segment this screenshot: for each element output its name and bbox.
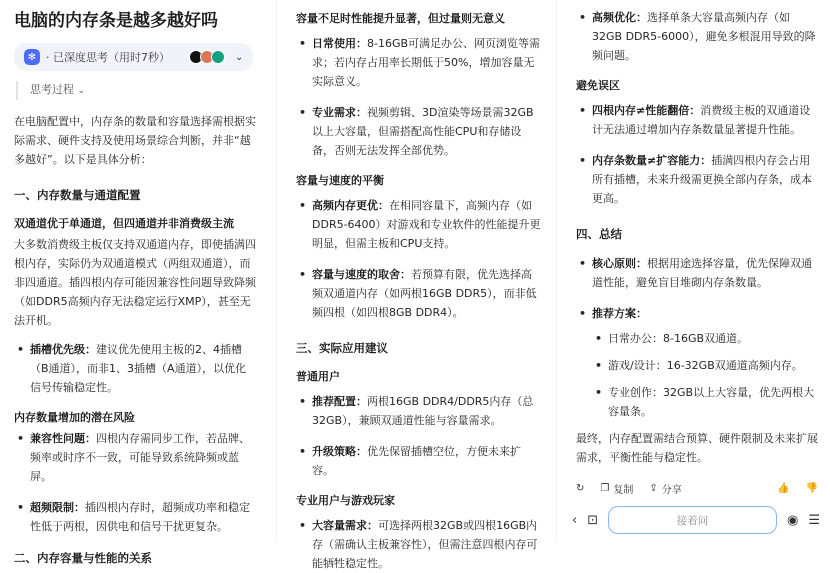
list-item: • 插槽优先级：建议优先使用主板的2、4插槽（B通道），而非1、3插槽（A通道），以优化信号传输稳定性。 [14, 340, 256, 397]
list-item: • 推荐方案： [576, 304, 818, 323]
bullet-list [14, 429, 256, 536]
thinking-process-label: 思考过程 [30, 83, 74, 96]
content-column-2 [282, 0, 554, 570]
list-item: • 高频内存更优：在相同容量下，高频内存（如DDR5-6400）对游戏和专业软件的性能提升更明显，但需主板和CPU支持。 [296, 196, 542, 253]
list-item: • 专业创作：32GB以上大容量，优先两根大容量条。 [592, 383, 818, 421]
subsection-heading: 容量不足时性能提升显著，但过量则无意义 [296, 12, 505, 25]
subsection-heading: 专业用户与游戏玩家 [296, 494, 395, 507]
section-heading: 三、实际应用建议 [296, 341, 388, 355]
content-column-1 [0, 0, 270, 565]
like-button[interactable] [777, 483, 789, 494]
list-item: • 高频优化：选择单条大容量高频内存（如32GB DDR5-6000），避免多根混用导致的降频问题。 [576, 8, 818, 65]
bullet-list [296, 392, 542, 480]
model-avatars [192, 50, 225, 64]
list-item: • 内存条数量≠扩容能力：插满四根内存会占用所有插槽，未来升级需更换全部内存条，成本更高。 [576, 151, 818, 208]
page-title: 电脑的内存条是越多越好吗 [14, 11, 218, 31]
list-item: • 日常办公：8-16GB双通道。 [592, 329, 818, 348]
dislike-button[interactable] [806, 483, 818, 494]
subsection-heading: 避免误区 [576, 79, 620, 92]
subsection-heading: 普通用户 [296, 370, 340, 383]
content-column-3 [562, 0, 830, 542]
list-item: • 推荐配置：两根16GB DDR4/DDR5内存（总32GB），兼顾双通道性能与容量需求。 [296, 392, 542, 430]
input-bar [562, 498, 830, 542]
chevron-down-icon: ⌄ [77, 86, 86, 96]
back-button[interactable]: ‹ [572, 512, 578, 528]
section-heading: 四、总结 [576, 227, 622, 241]
list-item: • 升级策略：优先保留插槽空位，方便未来扩容。 [296, 442, 542, 480]
list-item: • 日常使用：8-16GB可满足办公、网页浏览等需求；若内存占用率长期低于50%，增加容量无实际意义。 [296, 34, 542, 91]
column-divider [556, 0, 557, 542]
thinking-process-toggle[interactable] [16, 81, 256, 100]
refresh-icon: ↻ [576, 483, 585, 494]
voice-icon[interactable]: ◉ [787, 512, 799, 528]
column-divider [276, 0, 277, 542]
deepthink-icon: ✻ [24, 49, 40, 65]
list-item: • 专业需求：视频剪辑、3D渲染等场景需32GB以上大容量，但需搭配高性能CPU和存储设备，否则无法发挥全部优势。 [296, 103, 542, 160]
follow-up-input[interactable]: 接着问 [608, 506, 777, 534]
conclusion-paragraph: 最终，内存配置需结合预算、硬件限制及未来扩展需求，平衡性能与稳定性。 [576, 432, 818, 464]
model-avatar-icon [211, 50, 225, 64]
bullet-list [576, 8, 818, 65]
share-icon: ⇪ [649, 483, 658, 494]
intro-paragraph: 在电脑配置中，内存条的数量和容量选择需根据实际需求、硬件支持及使用场景综合判断，并非“越多越好”。以下是具体分析： [14, 115, 256, 166]
thumbs-down-icon: 👎 [805, 483, 818, 494]
bullet-list [14, 340, 256, 397]
deep-think-toggle[interactable] [14, 43, 253, 71]
subsection-heading: 容量与速度的平衡 [296, 174, 384, 187]
list-item: • 游戏/设计：16-32GB双通道高频内存。 [592, 356, 818, 375]
section-heading: 二、内存容量与性能的关系 [14, 551, 152, 565]
regenerate-button[interactable] [576, 483, 584, 494]
thumbs-up-icon: 👍 [777, 483, 790, 494]
list-item: • 核心原则：根据用途选择容量，优先保障双通道性能，避免盲目堆砌内存条数量。 [576, 254, 818, 292]
subsection-heading: 双通道优于单通道，但四通道并非消费级主流 [14, 217, 234, 230]
subsection-heading: 内存数量增加的潜在风险 [14, 411, 135, 424]
section-heading: 一、内存数量与通道配置 [14, 188, 141, 202]
list-item: • 大容量需求：可选择两根32GB或四根16GB内存（需确认主板兼容性），但需注意四根内存可能牺牲稳定性。 [296, 516, 542, 573]
list-item: • 容量与速度的取舍：若预算有限，优先选择高频双通道内存（如两根16GB DDR5），而非低频四根（如四根8GB DDR4）。 [296, 265, 542, 322]
list-item: • 超频限制：插四根内存时，超频成功率和稳定性低于两根，因供电和信号干扰更复杂。 [14, 498, 256, 536]
paragraph: 大多数消费级主板仅支持双通道内存，即使插满四根内存，实际仍为双通道模式（两组双通道），而非四通道。插四根内存可能因兼容性问题导致降频（如DDR5高频内存无法稳定运行XMP），甚至无法开机。 [14, 238, 256, 327]
list-item: • 四根内存≠性能翻倍：消费级主板的双通道设计无法通过增加内存条数量显著提升性能。 [576, 101, 818, 139]
chevron-down-icon: ⌄ [235, 51, 244, 63]
bullet-list [576, 101, 818, 208]
new-chat-icon[interactable]: ⊡ [587, 512, 599, 528]
bullet-list [296, 516, 542, 573]
menu-icon[interactable]: ☰ [808, 512, 820, 528]
copy-icon: ❐ [600, 483, 610, 494]
copy-button[interactable]: ❐ 复制 [600, 483, 634, 496]
bullet-list [296, 34, 542, 160]
message-actions [576, 481, 818, 496]
bullet-list [576, 254, 818, 421]
list-item: • 兼容性问题：四根内存需同步工作，若品牌、频率或时序不一致，可能导致系统降频或蓝屏。 [14, 429, 256, 486]
bullet-list [296, 196, 542, 322]
deep-think-label: · 已深度思考（用时7秒） [46, 51, 170, 64]
share-button[interactable]: ⇪ 分享 [649, 483, 682, 496]
